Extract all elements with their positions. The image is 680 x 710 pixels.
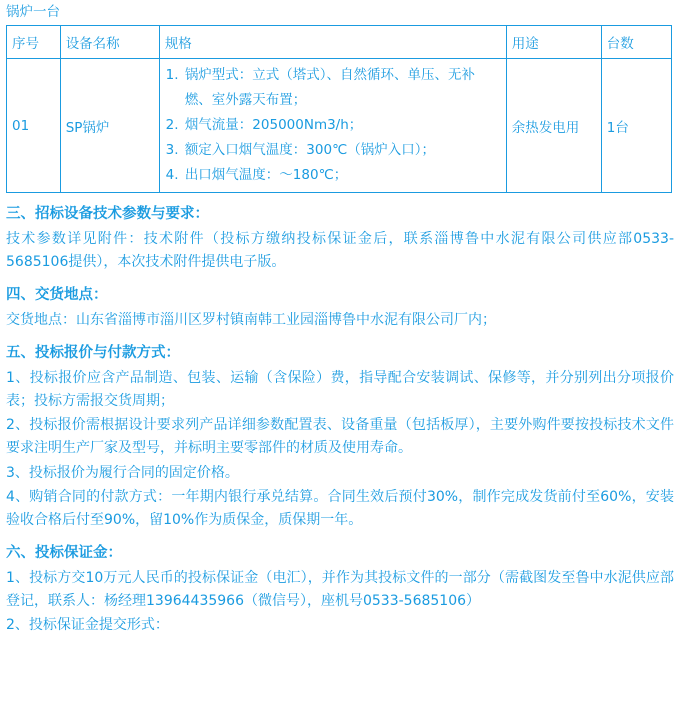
spec-list bbox=[165, 63, 501, 188]
cell-no: 01 bbox=[7, 59, 61, 193]
spec-item: 2. 烟气流量：205000Nm3/h； bbox=[183, 113, 501, 138]
spec-item: 3. 额定入口烟气温度：300℃（锅炉入口）； bbox=[183, 138, 501, 163]
section-paragraph-quotation-4: 4、购销合同的付款方式：一年期内银行承兑结算。合同生效后预付30%，制作完成发货前付至60%，安装验收合格后付至90%，留10%作为质保金，质保期一年。 bbox=[6, 489, 674, 528]
section-paragraph-quotation-2: 2、投标报价需根据设计要求列产品详细参数配置表、设备重量（包括板厚），主要外购件要按投标技术文件要求注明生产厂家及型号，并标明主要零部件的材质及使用寿命。 bbox=[6, 417, 674, 456]
column-header-no: 序号 bbox=[7, 26, 61, 59]
section-paragraph-quotation-1: 1、投标报价应含产品制造、包装、运输（含保险）费，指导配合安装调试、保修等，并分别列出分项报价表；投标方需报交货周期； bbox=[6, 369, 674, 409]
section-heading-quotation-payment: 五、投标报价与付款方式： bbox=[6, 344, 180, 361]
equipment-spec-table bbox=[6, 25, 672, 193]
table-row bbox=[7, 59, 672, 193]
table-header-row bbox=[7, 26, 672, 59]
spec-item: 4. 出口烟气温度：～180℃； bbox=[183, 163, 501, 188]
column-header-spec: 规格 bbox=[159, 26, 506, 59]
section-paragraph-bid-bond-2: 2、投标保证金提交形式： bbox=[6, 617, 169, 634]
cell-name: SP锅炉 bbox=[60, 59, 159, 193]
column-header-name: 设备名称 bbox=[60, 26, 159, 59]
spec-item: 1. 锅炉型式：立式（塔式）、自然循环、单压、无补燃、室外露天布置； bbox=[183, 63, 501, 113]
cell-use: 余热发电用 bbox=[506, 59, 601, 193]
section-heading-delivery-location: 四、交货地点： bbox=[6, 286, 108, 303]
column-header-qty: 台数 bbox=[601, 26, 671, 59]
section-heading-tech-params: 三、招标设备技术参数与要求： bbox=[6, 206, 209, 223]
section-paragraph-delivery-location: 交货地点：山东省淄博市淄川区罗村镇南韩工业园淄博鲁中水泥有限公司厂内； bbox=[6, 311, 496, 328]
cell-qty: 1台 bbox=[601, 59, 671, 193]
cell-spec bbox=[159, 59, 506, 193]
section-heading-bid-bond: 六、投标保证金： bbox=[6, 544, 122, 561]
section-paragraph-quotation-3: 3、投标报价为履行合同的固定价格。 bbox=[6, 464, 239, 481]
column-header-use: 用途 bbox=[506, 26, 601, 59]
section-paragraph-bid-bond-1: 1、投标方交10万元人民币的投标保证金（电汇），并作为其投标文件的一部分（需截图发至鲁中水泥供应部登记，联系人：杨经理13964435966（微信号），座机号0533-5685106） bbox=[6, 569, 674, 609]
section-paragraph-tech-params: 技术参数详见附件：技术附件（投标方缴纳投标保证金后，联系淄博鲁中水泥有限公司供应部0533-5685106提供），本次技术附件提供电子版。 bbox=[6, 231, 674, 270]
table-caption: 锅炉一台 bbox=[6, 4, 60, 20]
